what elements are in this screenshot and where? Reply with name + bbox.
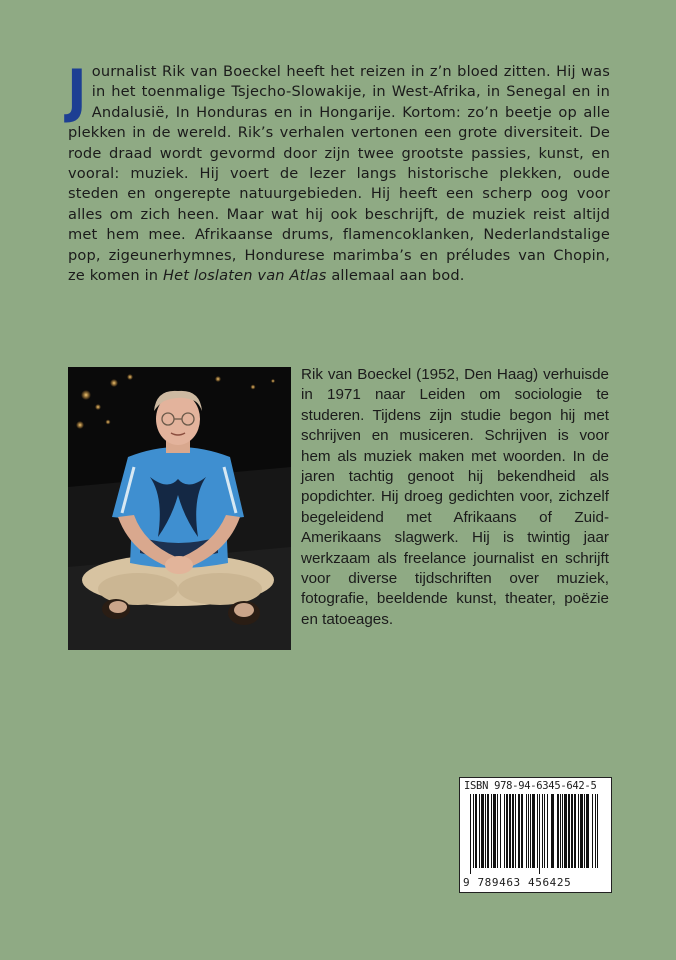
blurb-text-2: allemaal aan bod.: [326, 267, 465, 285]
drop-cap: J: [67, 57, 87, 125]
book-title: Het loslaten van Atlas: [162, 267, 327, 285]
blurb-text-1: ournalist Rik van Boeckel heeft het reizen in z’n bloed zitten. Hij was in het toenmalige Tsjecho-Slowakije, in West-Afrika, in Senegal en in Andalusië, In Honduras en in Hongarije. Kortom: zo’n beetje op alle plekken in de wereld. Rik’s verhalen vertonen een grote diversiteit. De rode draad wordt gevormd door zijn twee grootste passies, kunst, en vooral: muziek. Hij voert de lezer langs historische plekken, oude steden en ongerepte natuurgebieden. Hij heeft een scherp oog voor alles om zich heen. Maar wat hij ook beschrijft, de muziek reist altijd met hem mee. Afrikaanse drums, flamencoklanken, Nederlandstalige pop, zigeunerhymnes, Hondurese marimba’s en préludes van Chopin, ze komen in: [68, 63, 610, 285]
barcode-bars: [468, 794, 603, 874]
author-bio: Rik van Boeckel (1952, Den Haag) verhuisde in 1971 naar Leiden om sociologie te studeren. Tijdens zijn studie begon hij met schrijven en musiceren. Schrijven is voor hem als muziek maken met woorden. In de jaren tachtig genoot hij bekendheid als popdichter. Hij droeg gedichten voor, zichzelf begeleidend met Afrikaans of Zuid-Amerikaans slagwerk. Hij is twintig jaar werkzaam als freelance journalist en schrijft voor diverse tijdschriften over muziek, fotografie, beeldende kunst, theater, poëzie en tatoeages.: [301, 366, 609, 628]
isbn-barcode: [459, 777, 612, 893]
isbn-digits: 9 789463 456425: [463, 876, 572, 889]
isbn-label: ISBN 978-94-6345-642-5: [464, 780, 597, 792]
author-photo-illustration: [68, 367, 291, 650]
author-photo: [68, 367, 291, 650]
back-cover-blurb: [67, 57, 610, 286]
